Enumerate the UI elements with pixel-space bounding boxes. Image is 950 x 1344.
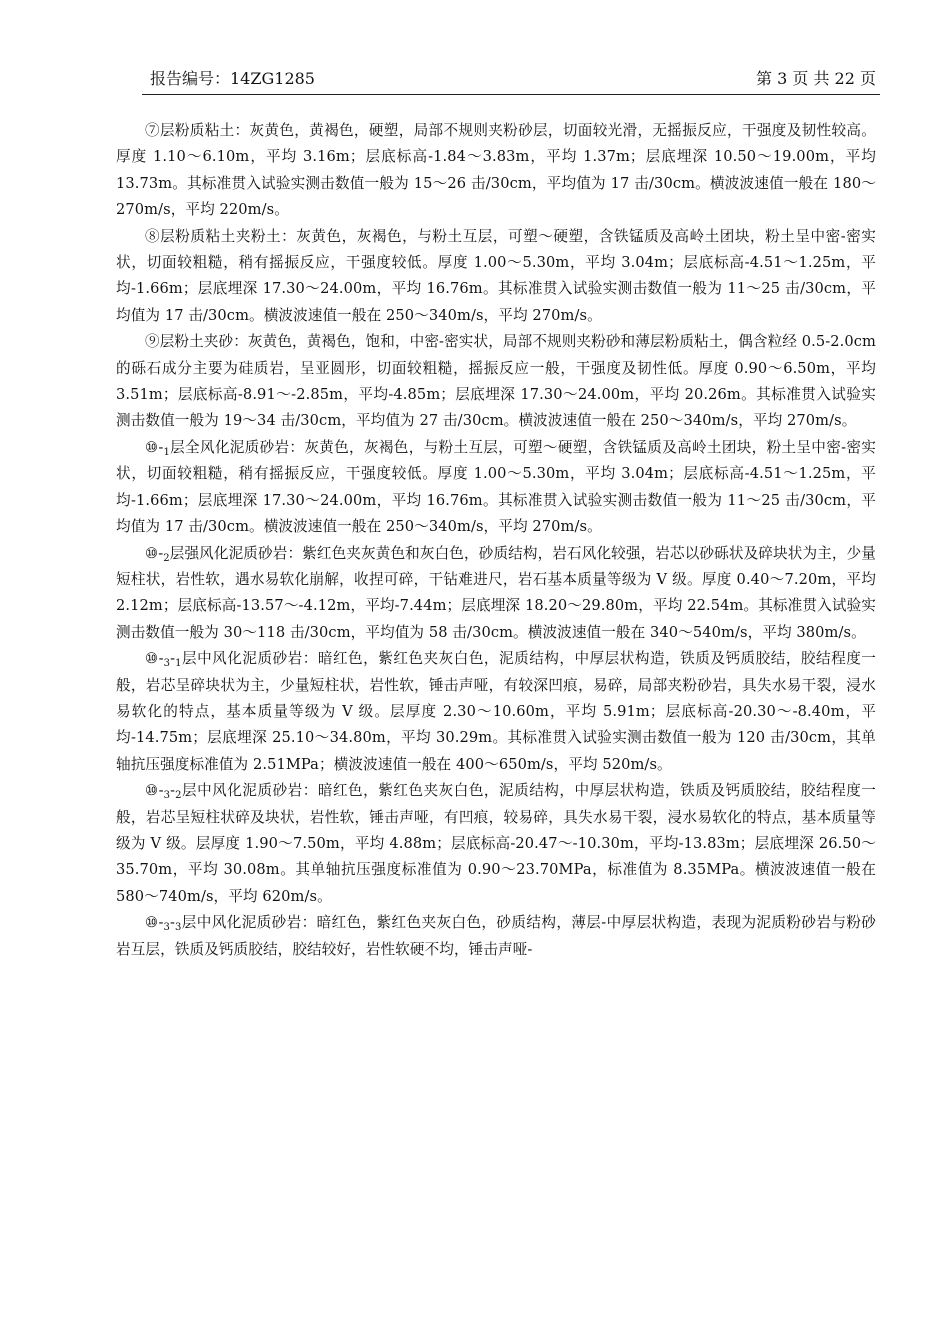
layer-label-dash: - <box>170 650 176 668</box>
paragraph-text: 层中风化泥质砂岩：暗红色，紫红色夹灰白色，砂质结构，薄层-中厚层状构造，表现为泥质粉砂岩与粉砂岩互层，铁质及钙质胶结，胶结较好，岩性软硬不均，锤击声哑- <box>116 914 877 958</box>
layer-label: ⑩- <box>145 438 164 456</box>
paragraph-text: 层中风化泥质砂岩：暗红色，紫红色夹灰白色，泥质结构，中厚层状构造，铁质及钙质胶结，胶结程度一般，岩芯呈短柱状碎及块状，岩性软，锤击声哑，有凹痕，较易碎，具失水易干裂，浸水易软化的特点，基本质量等级为 V 级。层厚度 1.90～7.50m，平均 4.88m；层底标高-20.47～-10.30m，平均-13.83m；层底埋深 26.50～35.70m，平均 30.08m。其单轴抗压强度标准值为 0.90～23.70MPa，标准值为 8.35MPa。横波波速值一般在 580～740m/s，平均 620m/s。 <box>116 782 876 905</box>
layer-subscript: 1 <box>163 446 170 458</box>
layer-subscript: 3 <box>163 790 171 802</box>
paragraph-text: 层中风化泥质砂岩：暗红色，紫红色夹灰白色，泥质结构，中厚层状构造，铁质及钙质胶结，胶结程度一般，岩芯呈碎块状为主，少量短柱状，岩性软，锤击声哑，有较深凹痕，易碎，局部夹粉砂岩，具失水易干裂，浸水易软化的特点，基本质量等级为 V 级。层厚度 2.30～10.60m，平均 5.91m；层底标高-20.30～-8.40m，平均-14.75m；层底埋深 25.10～34.80m，平均 30.29m。其标准贯入试验实测击数值一般为 120 击/30cm，其单轴抗压强度标准值为 2.51MPa；横波波速值一般在 400～650m/s，平均 520m/s。 <box>116 650 876 773</box>
layer-subscript: 3 <box>163 658 171 670</box>
paragraph-text: 层强风化泥质砂岩：紫红色夹灰黄色和灰白色，砂质结构，岩石风化较强，岩芯以砂砾状及碎块状为主，少量短柱状，岩性软，遇水易软化崩解，收捏可碎，干钻难进尺，岩石基本质量等级为 V 级。厚度 0.40～7.20m，平均 2.12m；层底标高-13.57～-4.12m，平均-7.44m；层底埋深 18.20～29.80m，平均 22.54m。其标准贯入试验实测击数值一般为 30～118 击/30cm，平均值为 58 击/30cm。横波波速值一般在 340～540m/s，平均 380m/s。 <box>116 544 877 641</box>
layer-subscript: 3 <box>163 922 170 934</box>
paragraph-layer-10-3-3 <box>116 910 876 963</box>
layer-subscript-2: 2 <box>175 790 182 802</box>
layer-label: ⑩- <box>145 782 164 800</box>
layer-label-dash: - <box>170 782 176 800</box>
paragraph-text: 层全风化泥质砂岩：灰黄色，灰褐色，与粉土互层，可塑～硬塑，含铁锰质及高岭土团块，粉土呈中密-密实状，切面较粗糙，稍有摇振反应，干强度较低。厚度 1.00～5.30m，平均 3.04m；层底标高-4.51～1.25m，平均-1.66m；层底埋深 17.30～24.00m，平均 16.76m。其标准贯入试验实测击数值一般为 11～25 击/30cm，平均值为 17 击/30cm。横波波速值一般在 250～340m/s，平均 270m/s。 <box>116 438 876 536</box>
report-number: 报告编号：14ZG1285 <box>150 69 315 88</box>
paragraph-layer-10-2 <box>116 541 876 647</box>
layer-label: ⑩- <box>145 650 164 668</box>
paragraph-layer-8 <box>116 224 876 330</box>
paragraph-layer-7 <box>116 118 876 224</box>
paragraph-layer-10-3-1 <box>116 646 876 778</box>
page-number: 第 3 页 共 22 页 <box>756 69 876 88</box>
paragraph-text: 层粉质粘土夹粉土：灰黄色，灰褐色，与粉土互层，可塑～硬塑，含铁锰质及高岭土团块，粉土呈中密-密实状，切面较粗糙，稍有摇振反应，干强度较低。厚度 1.00～5.30m，平均 3.04m；层底标高-4.51～1.25m，平均-1.66m；层底埋深 17.30～24.00m，平均 16.76m。其标准贯入试验实测击数值一般为 11～25 击/30cm，平均值为 17 击/30cm。横波波速值一般在 250～340m/s，平均 270m/s。 <box>116 227 876 324</box>
paragraph-layer-10-1 <box>116 435 876 541</box>
layer-subscript: 2 <box>163 552 170 564</box>
layer-label: ⑨ <box>145 333 160 351</box>
paragraph-text: 层粉土夹砂：灰黄色，黄褐色，饱和，中密-密实状，局部不规则夹粉砂和薄层粉质粘土，偶含粒经 0.5-2.0cm 的砾石成分主要为硅质岩，呈亚圆形，切面较粗糙，摇振反应一般，干强度及韧性低。厚度 0.90～6.50m，平均 3.51m；层底标高-8.91～-2.85m，平均-4.85m；层底埋深 17.30～24.00m，平均 20.26m。其标准贯入试验实测击数值一般为 19～34 击/30cm，平均值为 27 击/30cm。横波波速值一般在 250～340m/s，平均 270m/s。 <box>116 333 876 430</box>
layer-label-dash: - <box>169 914 176 932</box>
layer-label: ⑧ <box>145 227 161 245</box>
paragraph-text: 层粉质粘土：灰黄色，黄褐色，硬塑，局部不规则夹粉砂层，切面较光滑，无摇振反应，干强度及韧性较高。厚度 1.10～6.10m，平均 3.16m；层底标高-1.84～3.83m，平均 1.37m；层底埋深 10.50～19.00m，平均 13.73m。其标准贯入试验实测击数值一般为 15～26 击/30cm，平均值为 17 击/30cm。横波波速值一般在 180～270m/s，平均 220m/s。 <box>116 122 876 219</box>
paragraph-layer-10-3-2 <box>116 778 876 910</box>
body-text <box>116 118 876 963</box>
layer-subscript-2: 3 <box>175 922 182 934</box>
layer-label: ⑦ <box>145 122 160 139</box>
layer-label: ⑩- <box>145 544 164 562</box>
paragraph-layer-9 <box>116 329 876 435</box>
layer-subscript-2: 1 <box>175 658 182 670</box>
layer-label: ⑩- <box>145 914 164 932</box>
header-divider <box>142 94 880 95</box>
page-header <box>142 66 880 94</box>
